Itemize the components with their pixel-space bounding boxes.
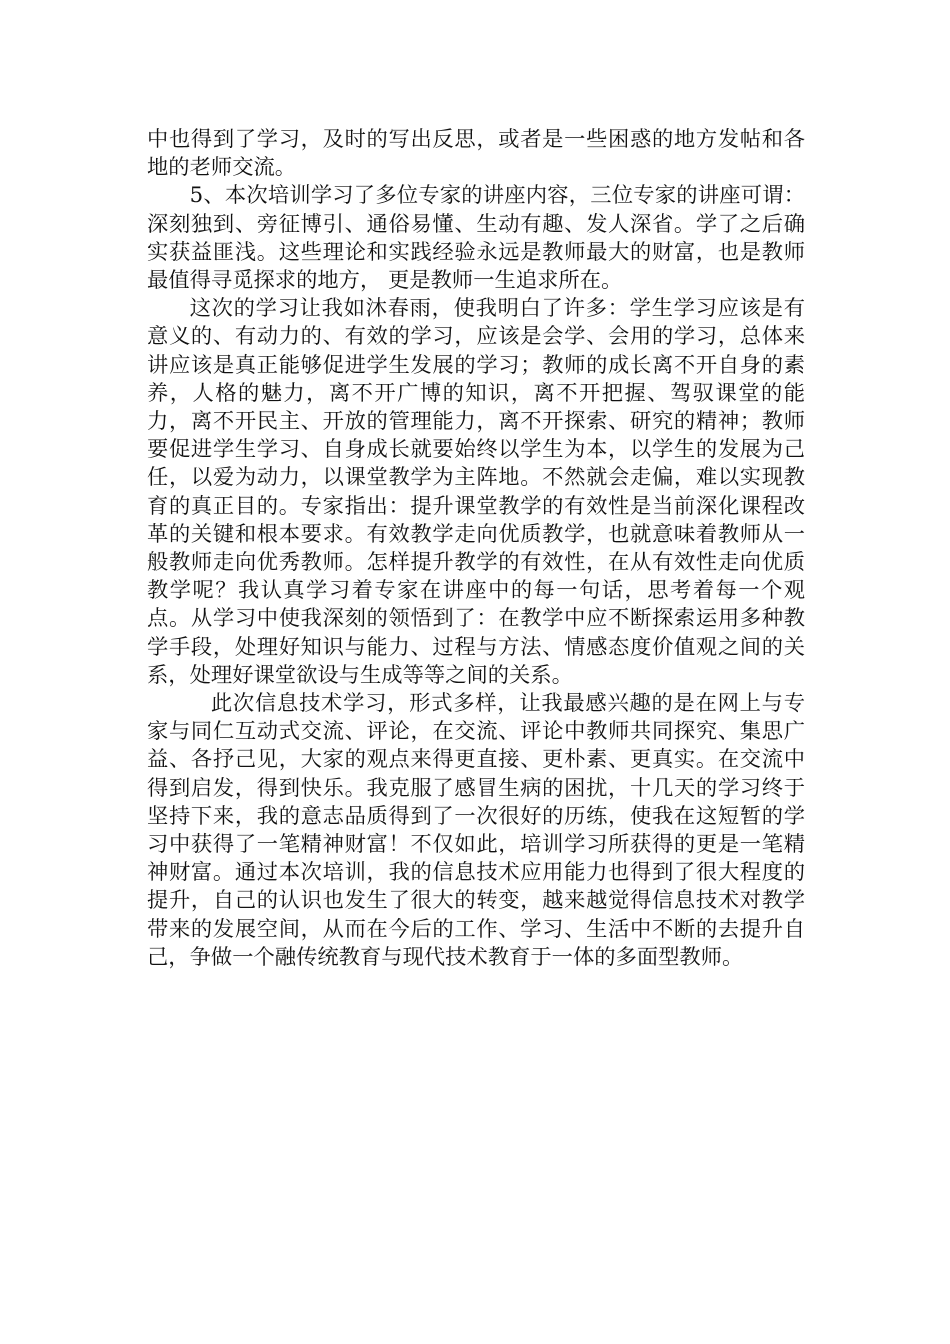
paragraph-learning-reflection: 这次的学习让我如沐春雨，使我明白了许多：学生学习应该是有意义的、有动力的、有效的学习，应该是会学、会用的学习，总体来讲应该是真正能够促进学生发展的学习；教师的成长离不开自身的素养，人格的魅力，离不开广博的知识，离不开把握、驾驭课堂的能力，离不开民主、开放的管理能力，离不开探索、研究的精神；教师要促进学生学习、自身成长就要始终以学生为本，以学生的发展为己任，以爱为动力，以课堂教学为主阵地。不然就会走偏，难以实现教育的真正目的。专家指出：提升课堂教学的有效性是当前深化课程改革的关键和根本要求。有效教学走向优质教学，也就意味着教师从一般教师走向优秀教师。怎样提升教学的有效性，在从有效性走向优质教学呢？我认真学习着专家在讲座中的每一句话，思考着每一个观点。从学习中使我深刻的领悟到了：在教学中应不断探索运用多种教学手段，处理好知识与能力、过程与方法、情感态度价值观之间的关系，处理好课堂欲设与生成等等之间的关系。 [147, 296, 805, 688]
paragraph-expert-lectures: 5、本次培训学习了多位专家的讲座内容，三位专家的讲座可谓：深刻独到、旁征博引、通俗易懂、生动有趣、发人深省。学了之后确实获益匪浅。这些理论和实践经验永远是教师最大的财富，也是教师最值得寻觅探求的地方， 更是教师一生追求所在。 [147, 183, 805, 294]
paragraph-continuation: 中也得到了学习，及时的写出反思，或者是一些困惑的地方发帖和各地的老师交流。 [147, 127, 805, 181]
paragraph-it-training: 此次信息技术学习，形式多样，让我最感兴趣的是在网上与专家与同仁互动式交流、评论，在交流、评论中教师共同探究、集思广益、各抒己见，大家的观点来得更直接、更朴素、更真实。在交流中得到启发，得到快乐。我克服了感冒生病的困扰，十几天的学习终于坚持下来，我的意志品质得到了一次很好的历练，使我在这短暂的学习中获得了一笔精神财富！不仅如此，培训学习所获得的更是一笔精神财富。通过本次培训，我的信息技术应用能力也得到了很大程度的提升，自己的认识也发生了很大的转变，越来越觉得信息技术对教学带来的发展空间，从而在今后的工作、学习、生活中不断的去提升自己，争做一个融传统教育与现代技术教育于一体的多面型教师。 [147, 691, 805, 970]
document-body [147, 126, 805, 972]
